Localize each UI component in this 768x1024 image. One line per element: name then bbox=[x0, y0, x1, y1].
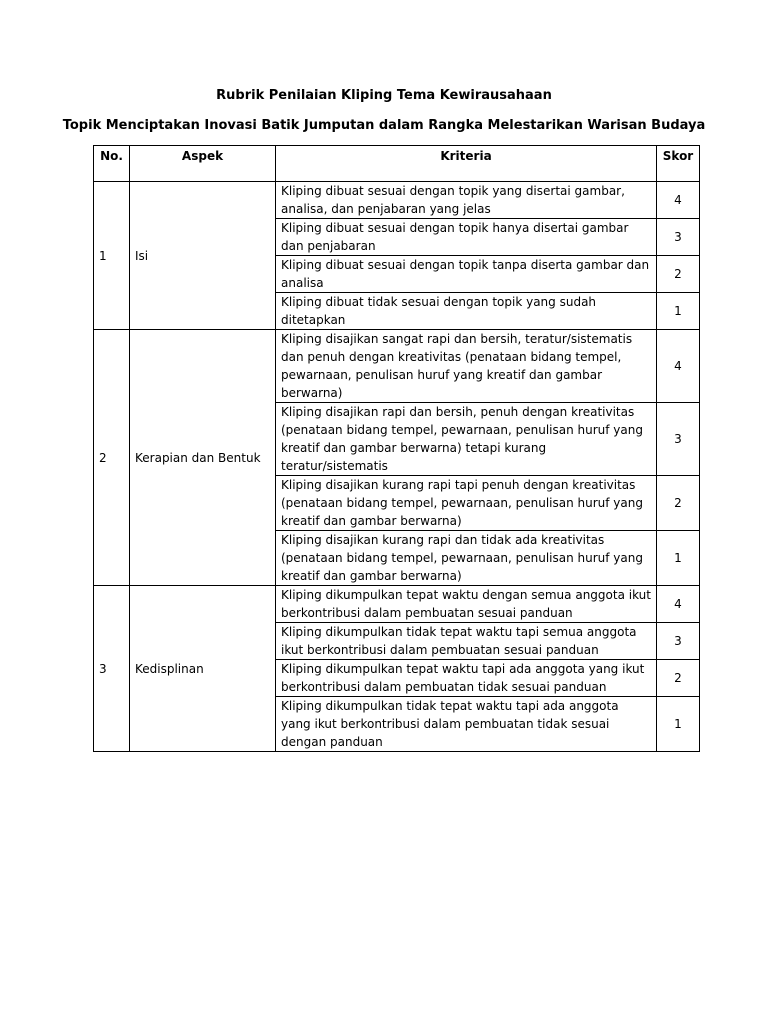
row-aspek: Kerapian dan Bentuk bbox=[130, 330, 276, 586]
row-kriteria: Kliping dibuat tidak sesuai dengan topik yang sudah ditetapkan bbox=[276, 293, 657, 330]
row-skor: 3 bbox=[657, 219, 700, 256]
row-skor: 1 bbox=[657, 293, 700, 330]
row-kriteria: Kliping disajikan kurang rapi dan tidak ada kreativitas (penataan bidang tempel, pewarnaan, penulisan huruf yang kreatif dan gambar berwarna) bbox=[276, 531, 657, 586]
row-skor: 4 bbox=[657, 182, 700, 219]
row-kriteria: Kliping dikumpulkan tidak tepat waktu tapi ada anggota yang ikut berkontribusi dalam pembuatan tidak sesuai dengan panduan bbox=[276, 697, 657, 752]
row-kriteria: Kliping disajikan rapi dan bersih, penuh dengan kreativitas (penataan bidang tempel, pewarnaan, penulisan huruf yang kreatif dan gambar berwarna) tetapi kurang teratur/sistematis bbox=[276, 403, 657, 476]
header-kriteria: Kriteria bbox=[276, 146, 657, 182]
row-kriteria: Kliping disajikan kurang rapi tapi penuh dengan kreativitas (penataan bidang tempel, pewarnaan, penulisan huruf yang kreatif dan gambar berwarna) bbox=[276, 476, 657, 531]
row-kriteria: Kliping disajikan sangat rapi dan bersih, teratur/sistematis dan penuh dengan kreativitas (penataan bidang tempel, pewarnaan, penulisan huruf yang kreatif dan gambar berwarna) bbox=[276, 330, 657, 403]
header-no: No. bbox=[94, 146, 130, 182]
row-kriteria: Kliping dibuat sesuai dengan topik hanya disertai gambar dan penjabaran bbox=[276, 219, 657, 256]
header-aspek: Aspek bbox=[130, 146, 276, 182]
row-kriteria: Kliping dikumpulkan tepat waktu dengan semua anggota ikut berkontribusi dalam pembuatan sesuai panduan bbox=[276, 586, 657, 623]
row-skor: 3 bbox=[657, 623, 700, 660]
rubric-table bbox=[93, 145, 700, 752]
table-row bbox=[94, 586, 700, 623]
row-number: 3 bbox=[94, 586, 130, 752]
row-kriteria: Kliping dibuat sesuai dengan topik yang disertai gambar, analisa, dan penjabaran yang jelas bbox=[276, 182, 657, 219]
row-skor: 2 bbox=[657, 476, 700, 531]
table-row bbox=[94, 330, 700, 403]
row-skor: 2 bbox=[657, 660, 700, 697]
row-aspek: Kedisplinan bbox=[130, 586, 276, 752]
row-kriteria: Kliping dibuat sesuai dengan topik tanpa diserta gambar dan analisa bbox=[276, 256, 657, 293]
row-skor: 2 bbox=[657, 256, 700, 293]
row-skor: 4 bbox=[657, 330, 700, 403]
row-kriteria: Kliping dikumpulkan tidak tepat waktu tapi semua anggota ikut berkontribusi dalam pembuatan sesuai panduan bbox=[276, 623, 657, 660]
row-skor: 1 bbox=[657, 531, 700, 586]
header-skor: Skor bbox=[657, 146, 700, 182]
row-number: 2 bbox=[94, 330, 130, 586]
row-aspek: Isi bbox=[130, 182, 276, 330]
row-skor: 1 bbox=[657, 697, 700, 752]
table-header-row bbox=[94, 146, 700, 182]
row-skor: 4 bbox=[657, 586, 700, 623]
row-number: 1 bbox=[94, 182, 130, 330]
table-row bbox=[94, 182, 700, 219]
row-kriteria: Kliping dikumpulkan tepat waktu tapi ada anggota yang ikut berkontribusi dalam pembuatan tidak sesuai panduan bbox=[276, 660, 657, 697]
document-title: Rubrik Penilaian Kliping Tema Kewirausahaan bbox=[216, 88, 552, 103]
row-skor: 3 bbox=[657, 403, 700, 476]
document-subtitle: Topik Menciptakan Inovasi Batik Jumputan dalam Rangka Melestarikan Warisan Budaya bbox=[62, 118, 706, 133]
